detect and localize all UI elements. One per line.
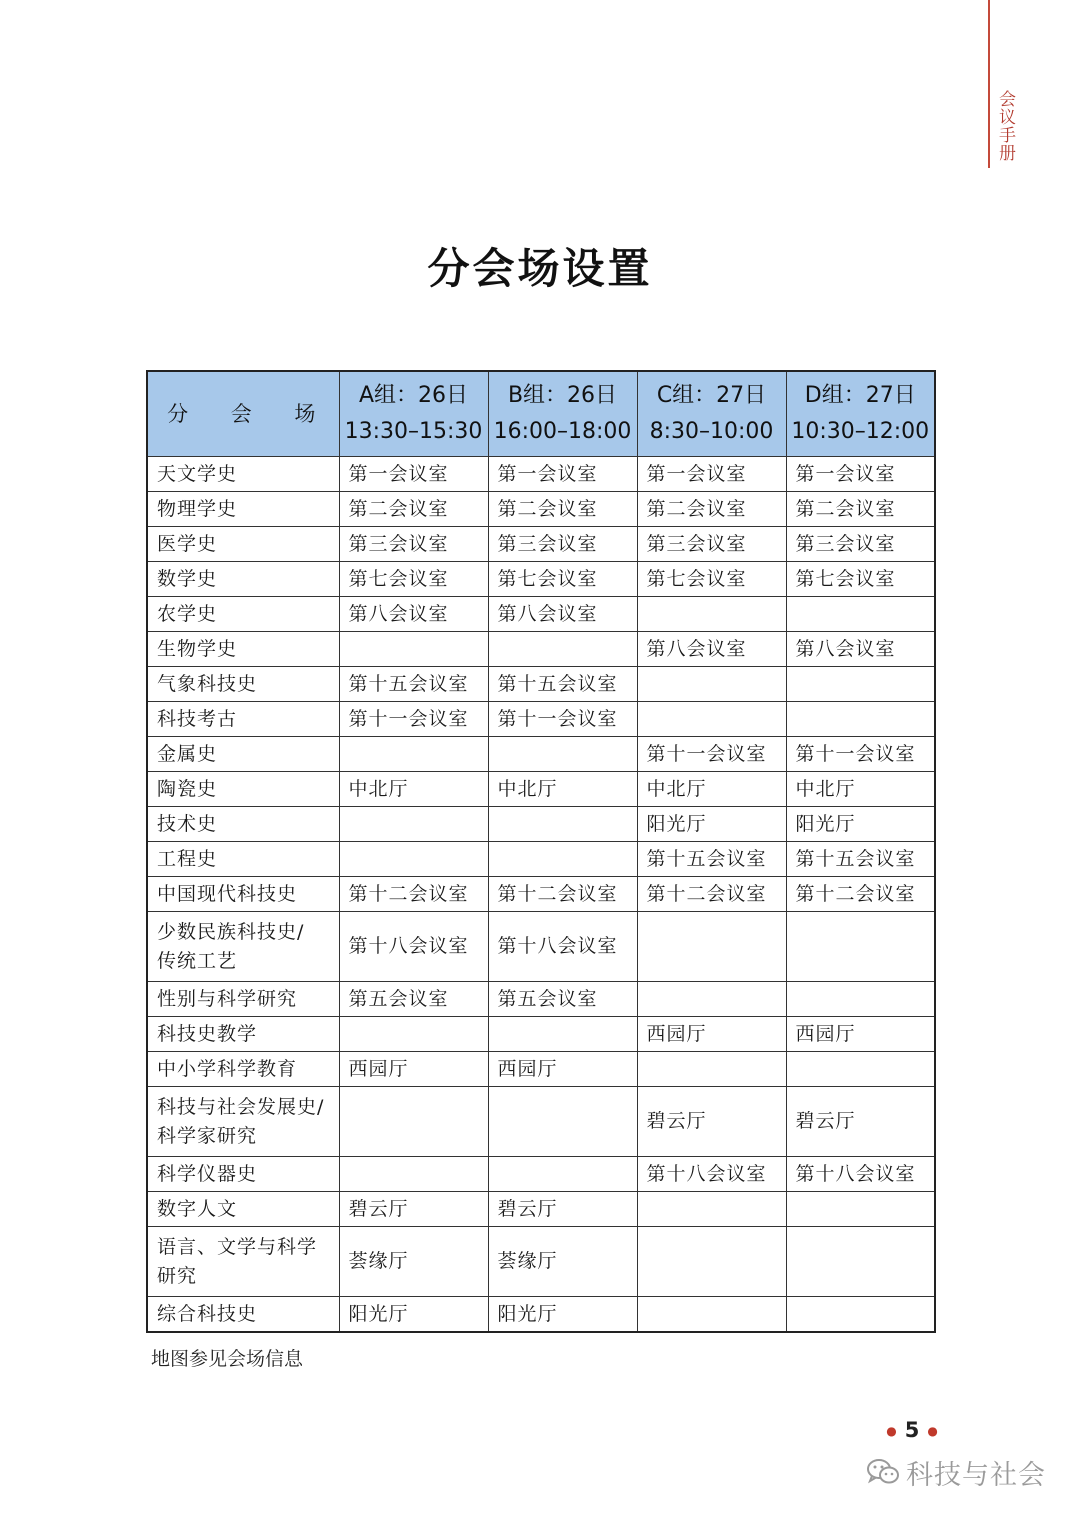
group-d-room-cell	[786, 912, 935, 982]
venue-name-cell: 中国现代科技史	[147, 877, 339, 912]
group-d-header	[786, 371, 935, 457]
group-c-room-cell	[637, 667, 786, 702]
group-d-room-cell: 阳光厅	[786, 807, 935, 842]
group-c-room-cell: 第十八会议室	[637, 1157, 786, 1192]
group-c-day: C组：27日	[656, 383, 767, 408]
venue-name-cell: 工程史	[147, 842, 339, 877]
group-c-room-cell: 第十一会议室	[637, 737, 786, 772]
venue-name-cell: 数学史	[147, 562, 339, 597]
table-row	[147, 877, 935, 912]
venue-name-cell: 农学史	[147, 597, 339, 632]
table-row	[147, 1052, 935, 1087]
group-a-room-cell: 第二会议室	[339, 492, 488, 527]
group-b-room-cell: 第二会议室	[488, 492, 637, 527]
group-b-room-cell: 第十八会议室	[488, 912, 637, 982]
group-c-room-cell: 第三会议室	[637, 527, 786, 562]
group-a-room-cell	[339, 1157, 488, 1192]
brand-name: 科技与社会	[906, 1459, 1046, 1491]
group-b-room-cell: 第七会议室	[488, 562, 637, 597]
group-d-room-cell	[786, 597, 935, 632]
group-b-room-cell	[488, 1087, 637, 1157]
group-d-room-cell: 第一会议室	[786, 457, 935, 492]
group-d-room-cell	[786, 1297, 935, 1333]
group-c-room-cell: 阳光厅	[637, 807, 786, 842]
brand-watermark	[866, 1452, 1046, 1492]
venue-name-cell: 技术史	[147, 807, 339, 842]
group-d-room-cell	[786, 982, 935, 1017]
group-b-time: 16:00–18:00	[493, 419, 632, 444]
group-c-room-cell: 第十五会议室	[637, 842, 786, 877]
table-row	[147, 912, 935, 982]
dot-icon: ●	[886, 1424, 897, 1438]
side-label: 会议手册	[995, 90, 1015, 162]
group-c-time: 8:30–10:00	[649, 419, 774, 444]
schedule-body	[147, 457, 935, 1333]
table-row	[147, 1157, 935, 1192]
venue-column-header: 分 会 场	[147, 371, 339, 457]
group-a-day: A组：26日	[358, 383, 469, 408]
venue-name-cell: 物理学史	[147, 492, 339, 527]
table-row	[147, 772, 935, 807]
table-row	[147, 842, 935, 877]
group-b-room-cell	[488, 807, 637, 842]
table-row	[147, 492, 935, 527]
group-d-day: D组：27日	[804, 383, 916, 408]
group-a-room-cell: 西园厅	[339, 1052, 488, 1087]
group-b-room-cell: 中北厅	[488, 772, 637, 807]
group-d-room-cell	[786, 667, 935, 702]
group-b-header	[488, 371, 637, 457]
table-row	[147, 1087, 935, 1157]
table-row	[147, 737, 935, 772]
group-c-room-cell: 第二会议室	[637, 492, 786, 527]
group-a-header	[339, 371, 488, 457]
group-b-room-cell	[488, 737, 637, 772]
group-a-room-cell	[339, 842, 488, 877]
group-c-room-cell: 第十二会议室	[637, 877, 786, 912]
table-row	[147, 597, 935, 632]
group-c-room-cell	[637, 1192, 786, 1227]
group-b-room-cell: 第五会议室	[488, 982, 637, 1017]
page-title: 分会场设置	[427, 244, 653, 293]
group-a-room-cell	[339, 1087, 488, 1157]
group-c-room-cell: 第一会议室	[637, 457, 786, 492]
header-row	[147, 371, 935, 457]
venue-name-cell: 科学仪器史	[147, 1157, 339, 1192]
group-b-room-cell: 第十五会议室	[488, 667, 637, 702]
group-c-room-cell: 第七会议室	[637, 562, 786, 597]
group-a-room-cell: 第八会议室	[339, 597, 488, 632]
group-d-room-cell: 第十二会议室	[786, 877, 935, 912]
group-c-room-cell	[637, 1297, 786, 1333]
group-a-room-cell: 第一会议室	[339, 457, 488, 492]
wechat-icon	[866, 1458, 900, 1486]
group-a-room-cell	[339, 632, 488, 667]
group-b-room-cell	[488, 842, 637, 877]
group-a-room-cell: 第五会议室	[339, 982, 488, 1017]
group-b-room-cell: 第十二会议室	[488, 877, 637, 912]
group-a-room-cell: 第十二会议室	[339, 877, 488, 912]
group-d-room-cell: 第三会议室	[786, 527, 935, 562]
group-b-room-cell: 第一会议室	[488, 457, 637, 492]
group-a-room-cell: 第十五会议室	[339, 667, 488, 702]
table-row	[147, 527, 935, 562]
table-row	[147, 1017, 935, 1052]
table-row	[147, 632, 935, 667]
group-b-room-cell	[488, 1017, 637, 1052]
group-a-room-cell: 碧云厅	[339, 1192, 488, 1227]
group-c-room-cell	[637, 1227, 786, 1297]
venue-name-cell: 生物学史	[147, 632, 339, 667]
venue-schedule-table	[146, 370, 936, 1333]
group-b-room-cell: 碧云厅	[488, 1192, 637, 1227]
group-d-room-cell: 第十一会议室	[786, 737, 935, 772]
group-d-room-cell: 碧云厅	[786, 1087, 935, 1157]
group-d-room-cell	[786, 1052, 935, 1087]
group-d-room-cell	[786, 1227, 935, 1297]
group-a-room-cell: 荟缘厅	[339, 1227, 488, 1297]
venue-name-cell: 金属史	[147, 737, 339, 772]
table-row	[147, 807, 935, 842]
group-a-room-cell	[339, 737, 488, 772]
venue-name-cell: 性别与科学研究	[147, 982, 339, 1017]
venue-name-cell: 少数民族科技史/ 传统工艺	[147, 912, 339, 982]
group-a-room-cell	[339, 807, 488, 842]
group-b-room-cell: 第十一会议室	[488, 702, 637, 737]
group-c-room-cell	[637, 597, 786, 632]
group-a-room-cell: 阳光厅	[339, 1297, 488, 1333]
group-d-room-cell: 第七会议室	[786, 562, 935, 597]
group-b-room-cell: 第八会议室	[488, 597, 637, 632]
group-d-room-cell: 第二会议室	[786, 492, 935, 527]
group-a-room-cell: 第七会议室	[339, 562, 488, 597]
group-d-room-cell	[786, 702, 935, 737]
venue-name-cell: 科技与社会发展史/ 科学家研究	[147, 1087, 339, 1157]
page-number-value: 5	[904, 1418, 920, 1442]
group-c-room-cell	[637, 1052, 786, 1087]
venue-name-cell: 语言、文学与科学 研究	[147, 1227, 339, 1297]
table-row	[147, 1192, 935, 1227]
group-b-room-cell: 荟缘厅	[488, 1227, 637, 1297]
group-c-room-cell	[637, 702, 786, 737]
group-d-room-cell	[786, 1192, 935, 1227]
group-c-room-cell	[637, 982, 786, 1017]
table-row	[147, 1297, 935, 1333]
group-b-room-cell: 第三会议室	[488, 527, 637, 562]
group-b-room-cell	[488, 1157, 637, 1192]
venue-name-cell: 科技史教学	[147, 1017, 339, 1052]
group-d-time: 10:30–12:00	[791, 419, 930, 444]
group-c-room-cell: 第八会议室	[637, 632, 786, 667]
venue-name-cell: 气象科技史	[147, 667, 339, 702]
venue-name-cell: 综合科技史	[147, 1297, 339, 1333]
group-a-room-cell: 第三会议室	[339, 527, 488, 562]
venue-name-cell: 中小学科学教育	[147, 1052, 339, 1087]
dot-icon: ●	[927, 1424, 938, 1438]
group-a-room-cell: 中北厅	[339, 772, 488, 807]
group-a-room-cell: 第十八会议室	[339, 912, 488, 982]
group-c-room-cell: 中北厅	[637, 772, 786, 807]
group-a-room-cell	[339, 1017, 488, 1052]
group-b-room-cell: 阳光厅	[488, 1297, 637, 1333]
page-number	[872, 1418, 952, 1442]
table-row	[147, 667, 935, 702]
group-a-room-cell: 第十一会议室	[339, 702, 488, 737]
group-d-room-cell: 第十五会议室	[786, 842, 935, 877]
group-b-day: B组：26日	[507, 383, 618, 408]
group-c-room-cell: 碧云厅	[637, 1087, 786, 1157]
table-row	[147, 1227, 935, 1297]
table-row	[147, 457, 935, 492]
group-a-time: 13:30–15:30	[344, 419, 483, 444]
venue-name-cell: 科技考古	[147, 702, 339, 737]
venue-name-cell: 天文学史	[147, 457, 339, 492]
venue-name-cell: 医学史	[147, 527, 339, 562]
group-c-room-cell	[637, 912, 786, 982]
group-c-header	[637, 371, 786, 457]
venue-name-cell: 陶瓷史	[147, 772, 339, 807]
venue-name-cell: 数字人文	[147, 1192, 339, 1227]
group-d-room-cell: 第十八会议室	[786, 1157, 935, 1192]
table-row	[147, 982, 935, 1017]
group-d-room-cell: 中北厅	[786, 772, 935, 807]
group-c-room-cell: 西园厅	[637, 1017, 786, 1052]
group-b-room-cell: 西园厅	[488, 1052, 637, 1087]
footnote: 地图参见会场信息	[151, 1348, 304, 1370]
table-row	[147, 702, 935, 737]
group-d-room-cell: 第八会议室	[786, 632, 935, 667]
side-rule	[988, 0, 990, 168]
table-row	[147, 562, 935, 597]
group-d-room-cell: 西园厅	[786, 1017, 935, 1052]
group-b-room-cell	[488, 632, 637, 667]
